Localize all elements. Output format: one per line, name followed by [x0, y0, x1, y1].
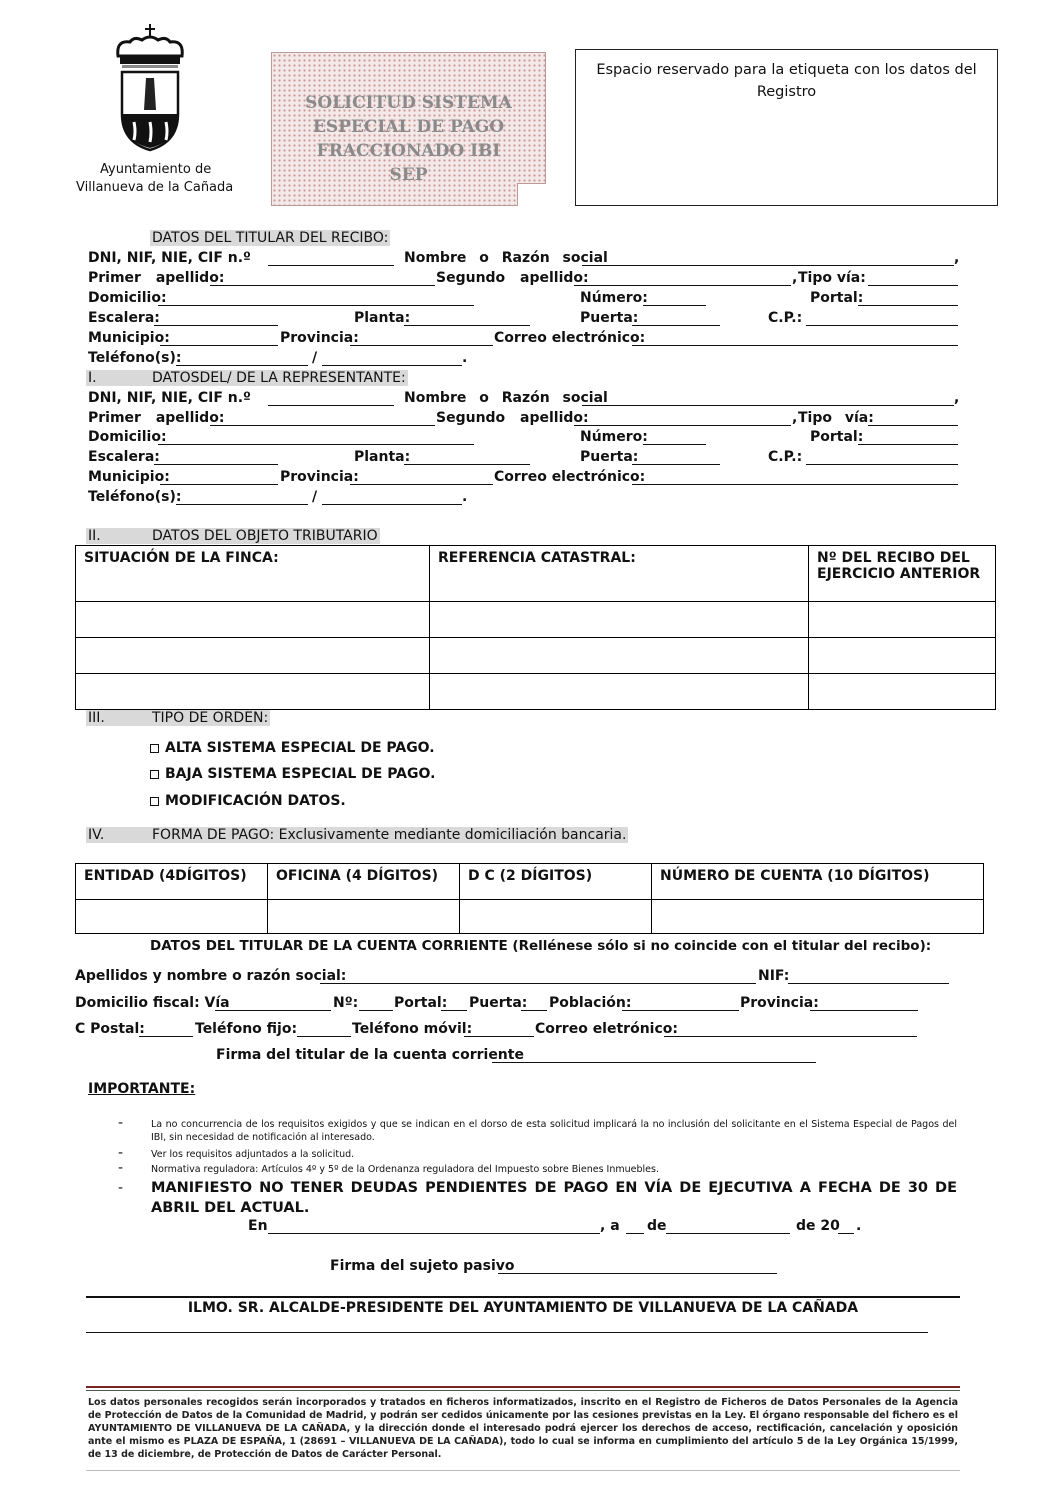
cuenta-via-field[interactable] — [215, 1010, 331, 1011]
cuenta-puerta-field[interactable] — [521, 1010, 547, 1011]
col-recibo-header: Nº DEL RECIBO DEL EJERCICIO ANTERIOR — [809, 546, 996, 602]
rep-planta-label: Planta: — [354, 449, 411, 465]
titular-nombre-label: Nombre o Razón social — [404, 250, 608, 266]
cuenta-heading: DATOS DEL TITULAR DE LA CUENTA CORRIENTE (Rellénese sólo si no coincide con el titular del recibo): — [150, 938, 932, 954]
representante-num: I. — [88, 370, 97, 386]
orden-heading — [86, 710, 270, 726]
cuenta-cpostal-label: C Postal: — [75, 1021, 145, 1037]
comma: , — [792, 410, 798, 426]
importante-heading: IMPORTANTE: — [88, 1081, 196, 1097]
coat-of-arms-logo — [112, 22, 188, 156]
titular-correo-label: Correo electrónico: — [494, 330, 646, 346]
rep-domicilio-label: Domicilio: — [88, 429, 167, 445]
cuenta-correo-label: Correo eletrónico: — [535, 1021, 678, 1037]
titular-puerta-label: Puerta: — [580, 310, 639, 326]
table-row — [76, 602, 996, 638]
rep-dni-label: DNI, NIF, NIE, CIF n.º — [88, 390, 251, 406]
objeto-table — [75, 545, 996, 710]
cuenta-correo-field[interactable] — [664, 1036, 917, 1037]
dc-header: D C (2 DÍGITOS) — [460, 864, 652, 900]
titular-numero-field[interactable] — [643, 305, 706, 306]
titular-puerta-field[interactable] — [632, 325, 720, 326]
cuenta-poblacion-field[interactable] — [622, 1010, 739, 1011]
table-header-row — [76, 546, 996, 602]
titular-tipovia-label: Tipo vía: — [798, 270, 866, 286]
rep-apellido2-label: Segundo apellido: — [436, 410, 589, 426]
period: . — [462, 489, 468, 505]
period: . — [462, 350, 468, 366]
representante-title: DATOSDEL/ DE LA REPRESENTANTE: — [152, 370, 406, 386]
table-header-row — [76, 864, 984, 900]
titular-portal-label: Portal: — [810, 290, 864, 306]
period: . — [856, 1218, 862, 1234]
title-line-3: FRACCIONADO IBI — [316, 141, 501, 161]
org-name-line1: Ayuntamiento de — [100, 162, 212, 177]
titular-apellido2-label: Segundo apellido: — [436, 270, 589, 286]
cuenta-firma-label: Firma del titular de la cuenta corriente — [216, 1047, 524, 1063]
bullet-dash: - — [118, 1145, 124, 1161]
title-line-4: SEP — [389, 165, 428, 185]
orden-option-baja[interactable] — [150, 766, 435, 782]
rep-tipovia-field[interactable] — [868, 425, 958, 426]
objeto-title: DATOS DEL OBJETO TRIBUTARIO — [152, 528, 378, 544]
orden-num: III. — [88, 710, 105, 726]
titular-cp-label: C.P.: — [768, 310, 803, 326]
referencia-cell[interactable] — [430, 638, 809, 674]
bullet-dash: - — [118, 1115, 124, 1131]
titular-provincia-field[interactable] — [350, 345, 493, 346]
cuenta-nif-field[interactable] — [788, 983, 949, 984]
importante-item-3: Normativa reguladora: Artículos 4º y 5º de la Ordenanza reguladora del Impuesto sobre Bienes Inmuebles. — [151, 1164, 659, 1175]
slash: / — [312, 350, 318, 366]
titular-provincia-label: Provincia: — [280, 330, 359, 346]
orden-option-modificacion[interactable] — [150, 793, 346, 809]
divider-top — [86, 1296, 960, 1298]
titular-domicilio-label: Domicilio: — [88, 290, 167, 306]
registry-label-text: Espacio reservado para la etiqueta con los datos del Registro — [596, 62, 977, 100]
rep-correo-field[interactable] — [632, 484, 958, 485]
titular-apellido1-field[interactable] — [210, 285, 435, 286]
orden-title: TIPO DE ORDEN: — [152, 710, 269, 726]
rep-cp-field[interactable] — [806, 464, 958, 465]
oficina-cell[interactable] — [268, 900, 460, 934]
titular-dni-field[interactable] — [268, 265, 394, 266]
pago-title: FORMA DE PAGO: Exclusivamente mediante domiciliación bancaria. — [152, 827, 627, 843]
rep-escalera-field[interactable] — [154, 464, 278, 465]
checkbox-icon[interactable] — [150, 770, 159, 779]
rep-apellido2-field[interactable] — [574, 425, 791, 426]
titular-planta-field[interactable] — [404, 325, 530, 326]
pago-heading — [86, 827, 628, 843]
titular-dni-label: DNI, NIF, NIE, CIF n.º — [88, 250, 251, 266]
firma-sujeto-field[interactable] — [498, 1273, 777, 1274]
rep-municipio-field[interactable] — [160, 484, 278, 485]
entidad-cell[interactable] — [76, 900, 268, 934]
cuenta-nif-label: NIF: — [758, 968, 790, 984]
titular-telefono-field-2[interactable] — [322, 365, 462, 366]
form-title-sticker — [271, 52, 546, 206]
oficina-header: OFICINA (4 DÍGITOS) — [268, 864, 460, 900]
pago-num: IV. — [88, 827, 105, 843]
titular-escalera-label: Escalera: — [88, 310, 160, 326]
orden-option-modificacion-label: MODIFICACIÓN DATOS. — [165, 793, 346, 809]
cuenta-poblacion-label: Población: — [549, 995, 632, 1011]
fecha-de-label: de — [647, 1218, 667, 1234]
fecha-de20-label: de 20 — [796, 1218, 840, 1234]
firma-sujeto-label: Firma del sujeto pasivo — [330, 1258, 515, 1274]
situacion-cell[interactable] — [76, 602, 430, 638]
rep-nombre-field[interactable] — [582, 405, 954, 406]
lugar-field[interactable] — [268, 1233, 600, 1234]
table-row — [76, 638, 996, 674]
title-line-1: SOLICITUD SISTEMA — [305, 93, 512, 113]
rep-correo-label: Correo electrónico: — [494, 469, 646, 485]
cuenta-no-field[interactable] — [359, 1010, 393, 1011]
alcalde-title: ILMO. SR. ALCALDE-PRESIDENTE DEL AYUNTAMIENTO DE VILLANUEVA DE LA CAÑADA — [187, 1300, 859, 1316]
cuenta-firma-field[interactable] — [492, 1062, 816, 1063]
orden-option-alta-label: ALTA SISTEMA ESPECIAL DE PAGO. — [165, 740, 435, 756]
comma: , — [954, 390, 960, 406]
rep-apellido1-label: Primer apellido: — [88, 410, 225, 426]
cuenta-puerta-label: Puerta: — [469, 995, 528, 1011]
col-situacion-header: SITUACIÓN DE LA FINCA: — [76, 546, 430, 602]
org-name-line2: Villanueva de la Cañada — [76, 180, 234, 195]
bank-table — [75, 863, 984, 934]
cuenta-no-label: Nº: — [333, 995, 359, 1011]
titular-escalera-field[interactable] — [154, 325, 278, 326]
rep-provincia-label: Provincia: — [280, 469, 359, 485]
titular-apellido1-label: Primer apellido: — [88, 270, 225, 286]
titular-cp-field[interactable] — [806, 325, 958, 326]
cuenta-cpostal-field[interactable] — [139, 1036, 193, 1037]
footer-bottom-rule — [86, 1470, 960, 1471]
cuenta-apellidos-field[interactable] — [320, 983, 756, 984]
entidad-header: ENTIDAD (4DÍGITOS) — [76, 864, 268, 900]
rep-puerta-label: Puerta: — [580, 449, 639, 465]
divider-bottom — [86, 1332, 928, 1333]
table-row — [76, 900, 984, 934]
objeto-heading — [86, 528, 380, 544]
rep-municipio-label: Municipio: — [88, 469, 170, 485]
dc-cell[interactable] — [460, 900, 652, 934]
rep-numero-field[interactable] — [643, 444, 706, 445]
cuenta-domicilio-label: Domicilio fiscal: Vía — [75, 995, 230, 1011]
cuenta-portal-label: Portal: — [394, 995, 448, 1011]
orden-option-baja-label: BAJA SISTEMA ESPECIAL DE PAGO. — [165, 766, 436, 782]
titular-municipio-label: Municipio: — [88, 330, 170, 346]
titular-numero-label: Número: — [580, 290, 648, 306]
rep-puerta-field[interactable] — [632, 464, 720, 465]
titular-correo-field[interactable] — [632, 345, 958, 346]
registry-label-box — [575, 49, 998, 206]
cuenta-cell[interactable] — [652, 900, 984, 934]
rep-portal-field[interactable] — [858, 444, 958, 445]
dia-field[interactable] — [626, 1233, 644, 1234]
table-row — [76, 674, 996, 710]
comma: , — [792, 270, 798, 286]
importante-item-1: La no concurrencia de los requisitos exigidos y que se indican en el dorso de esta solicitud implicará la no inclusión del solicitante en el Sistema Especial de Pagos del IBI, sin necesidad de notificación al interesado. — [151, 1119, 957, 1143]
checkbox-icon[interactable] — [150, 744, 159, 753]
fecha-a-label: , a — [600, 1218, 620, 1234]
titular-tipovia-field[interactable] — [868, 285, 958, 286]
rep-telefono-label: Teléfono(s): — [88, 489, 182, 505]
cuenta-header: NÚMERO DE CUENTA (10 DÍGITOS) — [652, 864, 984, 900]
slash: / — [312, 489, 318, 505]
cuenta-telfijo-label: Teléfono fijo: — [195, 1021, 298, 1037]
manifiesto-text: MANIFIESTO NO TENER DEUDAS PENDIENTES DE PAGO EN VÍA DE EJECUTIVA A FECHA DE 30 DE ABRIL DEL ACTUAL. — [151, 1180, 957, 1216]
cuenta-portal-field[interactable] — [441, 1010, 467, 1011]
cuenta-provincia-label: Provincia: — [740, 995, 819, 1011]
title-line-2: ESPECIAL DE PAGO — [312, 117, 505, 137]
titular-domicilio-field[interactable] — [158, 305, 474, 306]
situacion-cell[interactable] — [76, 638, 430, 674]
rep-portal-label: Portal: — [810, 429, 864, 445]
recibo-cell[interactable] — [809, 674, 996, 710]
rep-telefono-field-1[interactable] — [176, 504, 308, 505]
rep-numero-label: Número: — [580, 429, 648, 445]
recibo-cell[interactable] — [809, 638, 996, 674]
rep-apellido1-field[interactable] — [210, 425, 435, 426]
titular-portal-field[interactable] — [858, 305, 958, 306]
importante-item-2: Ver los requisitos adjuntados a la solicitud. — [151, 1149, 355, 1160]
cuenta-apellidos-label: Apellidos y nombre o razón social: — [75, 968, 347, 984]
comma: , — [954, 250, 960, 266]
rep-domicilio-field[interactable] — [158, 444, 474, 445]
titular-municipio-field[interactable] — [160, 345, 278, 346]
mes-field[interactable] — [666, 1233, 790, 1234]
referencia-cell[interactable] — [430, 602, 809, 638]
objeto-num: II. — [88, 528, 101, 544]
titular-apellido2-field[interactable] — [574, 285, 791, 286]
anio-field[interactable] — [838, 1233, 854, 1234]
cuenta-telmovil-field[interactable] — [464, 1036, 534, 1037]
rep-provincia-field[interactable] — [350, 484, 493, 485]
col-referencia-header: REFERENCIA CATASTRAL: — [430, 546, 809, 602]
rep-planta-field[interactable] — [404, 464, 530, 465]
referencia-cell[interactable] — [430, 674, 809, 710]
bullet-dash: - — [118, 1160, 124, 1176]
lugar-label: En — [248, 1218, 268, 1234]
bullet-dash: - — [118, 1180, 124, 1196]
titular-heading: DATOS DEL TITULAR DEL RECIBO: — [152, 230, 389, 246]
checkbox-icon[interactable] — [150, 797, 159, 806]
footer-rule-red — [86, 1386, 960, 1388]
cuenta-telfijo-field[interactable] — [297, 1036, 351, 1037]
representante-heading — [86, 370, 408, 386]
titular-telefono-field-1[interactable] — [176, 365, 308, 366]
titular-telefono-label: Teléfono(s): — [88, 350, 182, 366]
cuenta-telmovil-label: Teléfono móvil: — [352, 1021, 473, 1037]
rep-nombre-label: Nombre o Razón social — [404, 390, 608, 406]
recibo-cell[interactable] — [809, 602, 996, 638]
titular-planta-label: Planta: — [354, 310, 411, 326]
situacion-cell[interactable] — [76, 674, 430, 710]
rep-cp-label: C.P.: — [768, 449, 803, 465]
rep-telefono-field-2[interactable] — [322, 504, 462, 505]
rep-tipovia-label: Tipo vía: — [798, 410, 874, 426]
cuenta-provincia-field[interactable] — [810, 1010, 918, 1011]
titular-nombre-field[interactable] — [582, 265, 954, 266]
footer-rule-gray — [86, 1390, 960, 1391]
rep-dni-field[interactable] — [268, 405, 394, 406]
rep-escalera-label: Escalera: — [88, 449, 160, 465]
data-protection-notice: Los datos personales recogidos serán incorporados y tratados en ficheros informatizados, inscrito en el Registro de Ficheros de Datos Personales de la Agencia de Protección de Datos de la Comunidad de Madrid, y podrán ser cedidos únicamente por las cesiones previstas en la Ley. El órgano responsable del fichero es el AYUNTAMIENTO DE VILLANUEVA DE LA CAÑADA, y la dirección donde el interesado podrá ejercer los derechos de acceso, rectificación, cancelación y oposición ante el mismo es PLAZA DE ESPAÑA, 1 (28691 – VILLANUEVA DE LA CAÑADA), todo lo cual se informa en cumplimiento del artículo 5 de la Ley Orgánica 15/1999, de 13 de diciembre, de Protección de Datos de Carácter Personal. — [88, 1397, 958, 1460]
orden-option-alta[interactable] — [150, 740, 435, 756]
